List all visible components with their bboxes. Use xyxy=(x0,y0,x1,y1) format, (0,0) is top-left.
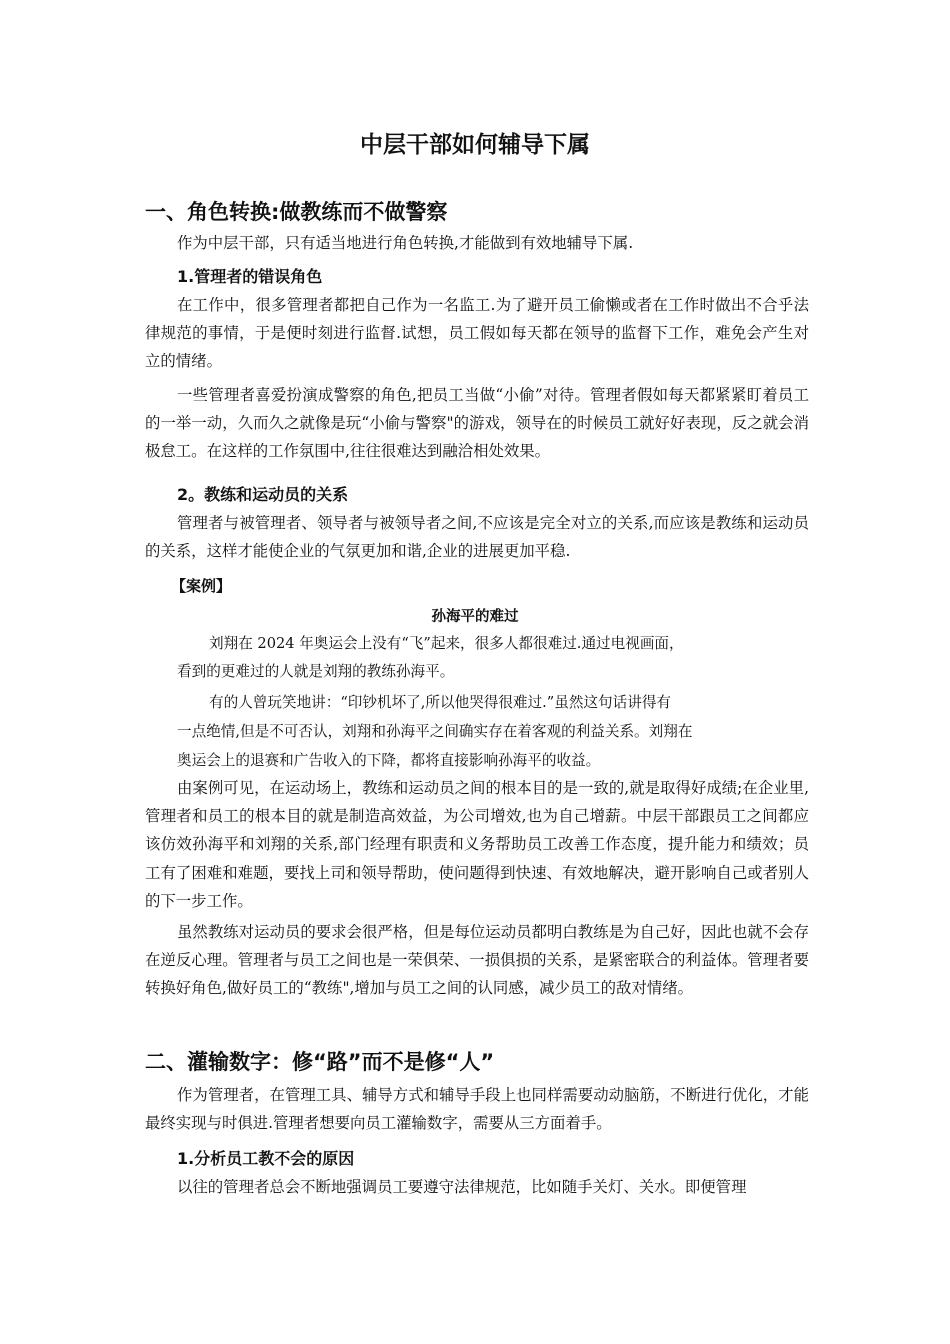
section-2-intro: 作为管理者，在管理工具、辅导方式和辅导手段上也同样需要动动脑筋，不断进行优化，才能最终实现与时俱进.管理者想要向员工灌输数字，需要从三方面着手。 xyxy=(145,1086,809,1133)
case-tag: 【案例】 xyxy=(171,577,232,595)
subsection-1-2-heading: 2。教练和运动员的关系 xyxy=(177,485,349,504)
case-line: 刘翔在 2024 年奥运会上没有“飞”起来，很多人都很难过.通过电视画面， xyxy=(209,635,684,652)
subsection-1-1-heading: 1.管理者的错误角色 xyxy=(177,267,323,286)
section-1-heading: 一、角色转换:做教练而不做警察 xyxy=(145,200,448,224)
case-line: 奥运会上的退赛和广告收入的下降，都将直接影响孙海平的收益。 xyxy=(177,752,601,769)
case-line: 看到的更难过的人就是刘翔的教练孙海平。 xyxy=(177,663,455,680)
subsection-2-1-paragraph-1: 以往的管理者总会不断地强调员工要遵守法律规范，比如随手关灯、关水。即便管理 xyxy=(177,1178,747,1196)
subsection-1-2-paragraph-1: 管理者与被管理者、领导者与被领导者之间,不应该是完全对立的关系,而应该是教练和运动员的关系，这样才能使企业的气氛更加和谐,企业的进展更加平稳. xyxy=(145,514,809,561)
subsection-1-1-paragraph-2: 一些管理者喜爱扮演成警察的角色,把员工当做“小偷”对待。管理者假如每天都紧紧盯着员工的一举一动，久而久之就像是玩“小偷与警察"的游戏，领导在的时候员工就好好表现，反之就会消极怠工。在这样的工作氛围中,往往很难达到融洽相处效果。 xyxy=(145,386,809,461)
section-2-heading: 二、灌输数字：修“路”而不是修“人” xyxy=(145,1050,495,1074)
case-title: 孙海平的难过 xyxy=(431,608,519,625)
subsection-2-1-heading: 1.分析员工教不会的原因 xyxy=(177,1149,355,1168)
case-line: 一点绝情,但是不可否认，刘翔和孙海平之间确实存在着客观的利益关系。刘翔在 xyxy=(177,723,693,740)
section-1-paragraph-after-case-1: 由案例可见，在运动场上，教练和运动员之间的根本目的是一致的,就是取得好成绩;在企业里,管理者和员工的根本目的就是制造高效益，为公司增效,也为自己增薪。中层干部跟员工之间都应该仿效孙海平和刘翔的关系,部门经理有职责和义务帮助员工改善工作态度，提升能力和绩效；员工有了困难和难题，要找上司和领导帮助，使问题得到快速、有效地解决，避开影响自己或者别人的下一步工作。 xyxy=(145,779,809,910)
subsection-1-1-paragraph-1: 在工作中，很多管理者都把自己作为一名监工.为了避开员工偷懒或者在工作时做出不合乎法律规范的事情，于是便时刻进行监督.试想，员工假如每天都在领导的监督下工作，难免会产生对立的情绪。 xyxy=(145,296,809,371)
document-title: 中层干部如何辅导下属 xyxy=(360,132,590,158)
section-1-intro: 作为中层干部，只有适当地进行角色转换,才能做到有效地辅导下属. xyxy=(177,234,634,252)
section-1-paragraph-after-case-2: 虽然教练对运动员的要求会很严格，但是每位运动员都明白教练是为自己好，因此也就不会存在逆反心理。管理者与员工之间也是一荣俱荣、一损俱损的关系，是紧密联合的利益体。管理者要转换好角色,做好员工的“教练",增加与员工之间的认同感，减少员工的敌对情绪。 xyxy=(145,923,809,998)
case-line: 有的人曾玩笑地讲：“印钞机坏了,所以他哭得很难过.”虽然这句话讲得有 xyxy=(209,694,672,711)
